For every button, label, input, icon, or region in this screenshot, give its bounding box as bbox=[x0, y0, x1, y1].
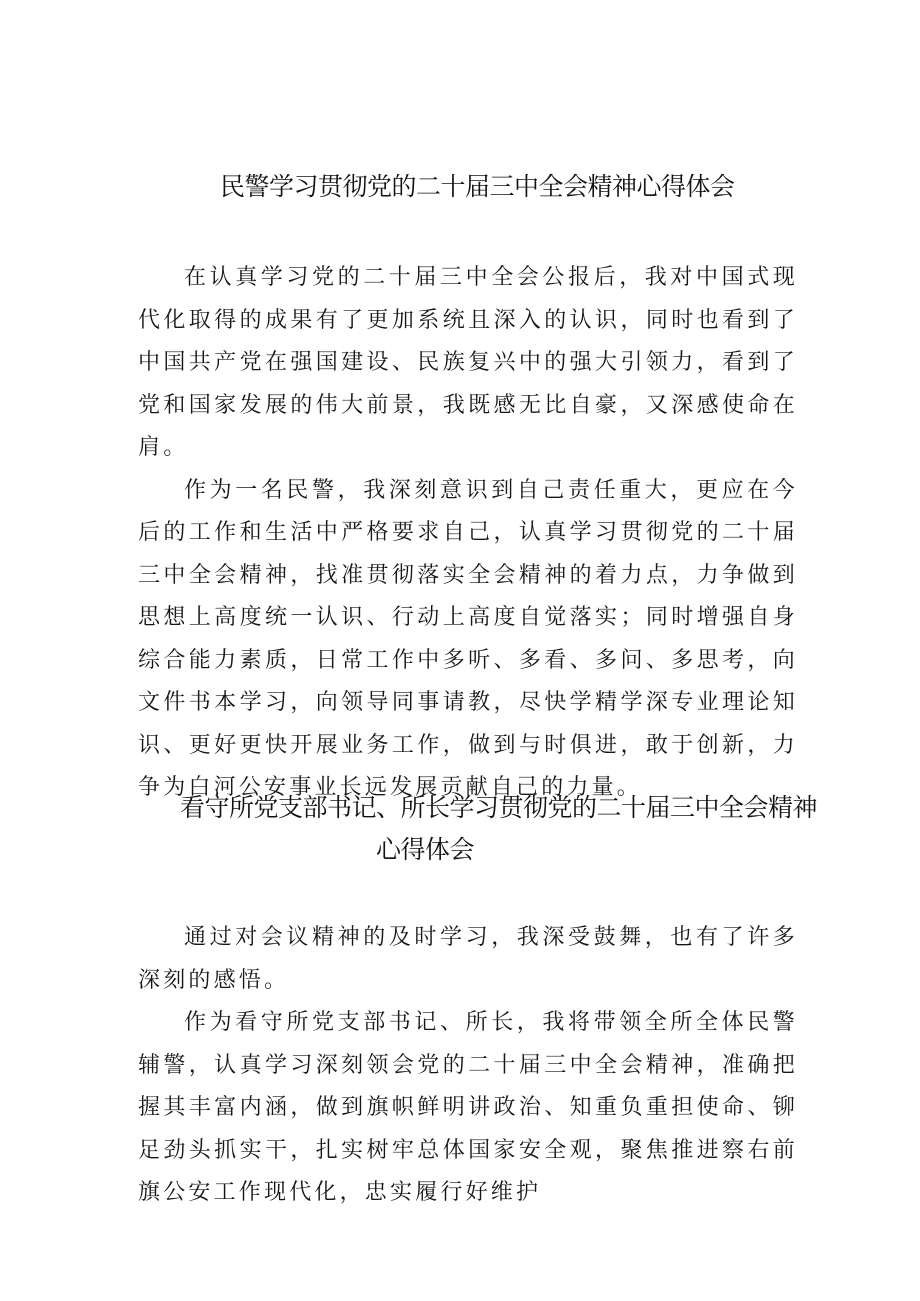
section1-body bbox=[138, 257, 798, 810]
section2-paragraph: 作为看守所党支部书记、所长，我将带领全所全体民警辅警，认真学习深刻领会党的二十届三中全会精神，准确把握其丰富内涵，做到旗帜鲜明讲政治、知重负重担使命、铆足劲头抓实干，扎实树牢总体国家安全观，聚焦推进察右前旗公安工作现代化，忠实履行好维护 bbox=[138, 1010, 798, 1205]
section1-title: 民警学习贯彻党的二十届三中全会精神心得体会 bbox=[220, 172, 735, 201]
section2-paragraph: 通过对会议精神的及时学习，我深受鼓舞，也有了许多深刻的感悟。 bbox=[138, 925, 798, 993]
section1-paragraph: 作为一名民警，我深刻意识到自己责任重大，更应在今后的工作和生活中严格要求自己，认真学习贯彻党的二十届三中全会精神，找准贯彻落实全会精神的着力点，力争做到思想上高度统一认识、行动上高度自觉落实；同时增强自身综合能力素质，日常工作中多听、多看、多问、多思考，向文件书本学习，向领导同事请教，尽快学精学深专业理论知识、更好更快开展业务工作，做到与时俱进，敢于创新，力争为白河公安事业长远发展贡献自己的力量。 bbox=[138, 477, 798, 800]
section2-title-line1: 看守所党支部书记、所长学习贯彻党的二十届三中全会精神 bbox=[180, 793, 818, 822]
section1-paragraph: 在认真学习党的二十届三中全会公报后，我对中国式现代化取得的成果有了更加系统且深入的认识，同时也看到了中国共产党在强国建设、民族复兴中的强大引领力，看到了党和国家发展的伟大前景，我既感无比自豪，又深感使命在肩。 bbox=[138, 265, 798, 460]
section2-title-line2: 心得体会 bbox=[376, 835, 475, 864]
section2-body bbox=[138, 917, 798, 1215]
